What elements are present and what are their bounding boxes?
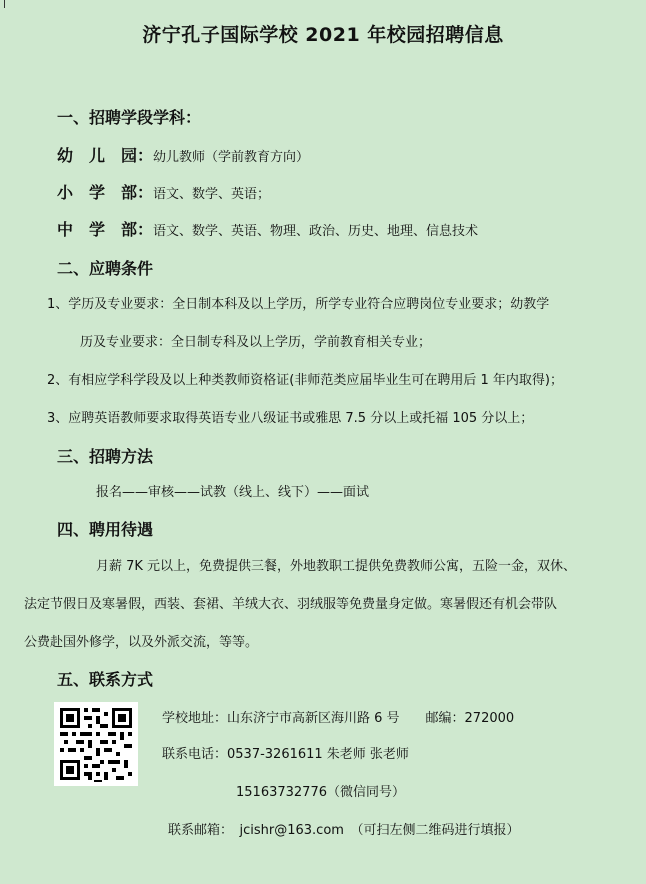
level-label: 幼 儿 园： <box>57 146 154 165</box>
condition-item: 2、有相应学科学段及以上种类教师资格证(非师范类应届毕业生可在聘用后 1 年内取得)； <box>47 373 563 388</box>
qr-code-graphic <box>54 702 138 786</box>
level-label: 小 学 部： <box>57 183 154 202</box>
section5-heading: 五、联系方式 <box>57 670 154 689</box>
benefit-line: 月薪 7K 元以上，免费提供三餐，外地教职工提供免费教师公寓，五险一金，双休、 <box>96 559 577 574</box>
contact-phone: 联系电话：0537-3261611 朱老师 张老师 <box>162 747 409 762</box>
section3-heading: 三、招聘方法 <box>57 447 154 466</box>
section1-heading: 一、招聘学段学科： <box>57 108 202 127</box>
contact-email[interactable]: 联系邮箱： jcishr@163.com （可扫左侧二维码进行填报） <box>168 823 520 838</box>
level-primary <box>57 180 270 203</box>
contact-address: 学校地址：山东济宁市高新区海川路 6 号 邮编：272000 <box>162 711 515 726</box>
condition-item: 3、应聘英语教师要求取得英语专业八级证书或雅思 7.5 分以上或托福 105 分以上； <box>47 411 534 426</box>
condition-item: 历及专业要求：全日制专科及以上学历，学前教育相关专业； <box>80 335 432 350</box>
condition-item: 1、学历及专业要求：全日制本科及以上学历，所学专业符合应聘岗位专业要求；幼教学 <box>47 297 550 312</box>
recruit-process: 报名——审核——试教（线上、线下）——面试 <box>96 485 370 500</box>
level-subjects: 语文、数学、英语、物理、政治、历史、地理、信息技术 <box>153 224 479 239</box>
benefit-line: 法定节假日及寒暑假，西装、套裙、羊绒大衣、羽绒服等免费量身定做。寒暑假还有机会带队 <box>24 597 558 612</box>
level-label: 中 学 部： <box>57 220 154 239</box>
level-secondary <box>57 217 478 240</box>
contact-mobile: 15163732776（微信同号） <box>236 785 405 800</box>
level-subjects: 幼儿教师（学前教育方向） <box>153 150 310 165</box>
section4-heading: 四、聘用待遇 <box>57 520 154 539</box>
level-subjects: 语文、数学、英语； <box>153 187 271 202</box>
qr-code[interactable] <box>54 702 138 786</box>
edge-mark <box>4 0 5 8</box>
level-kindergarten <box>57 143 309 166</box>
page-title: 济宁孔子国际学校 2021 年校园招聘信息 <box>142 24 504 46</box>
benefit-line: 公费赴国外修学，以及外派交流，等等。 <box>24 635 259 650</box>
section2-heading: 二、应聘条件 <box>57 259 154 278</box>
